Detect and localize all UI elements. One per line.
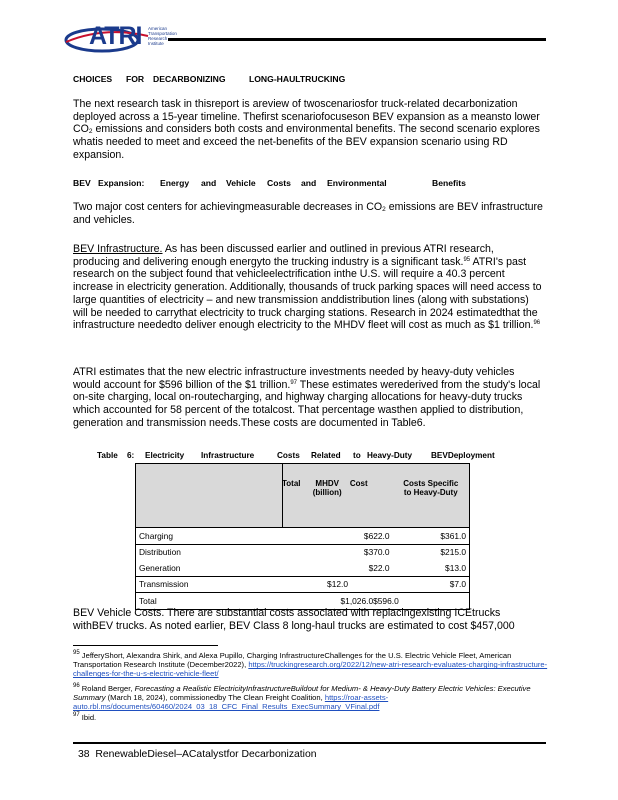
table-row: Generation $22.0 $13.0 bbox=[136, 560, 470, 576]
table-row: Charging $622.0 $361.0 bbox=[136, 528, 470, 545]
paragraph-bev-infrastructure: BEV Infrastructure. As has been discussed earlier and outlined in previous ATRI research, producing and delivering enough energyto the trucking industry is a significant task.$^{95}$ ATRI's past research on the subject found that vehicleelectrification inthe U.S. will require a 40.3 percent increase in electricity generation. Additionally, thousands of truck parking spaces will need access to large quantities of electricity – and new transmission anddistribution lines (along with substations) will be needed to carrythat electricity to truck charging stations. Research in 2024 estimatedthat the infrastructure neededto deliver enough electricity to the MHDV fleet will cost as much as $1 trillion.$^{96}$ bbox=[73, 243, 542, 332]
footer-rule bbox=[73, 742, 546, 744]
footnote-96: $^{96}$ Roland Berger, Forecasting a Realistic ElectricityInfrastructureBuildout for Medium- & Heavy-Duty Battery Electric Vehicles: Executive Summary (March 18, 2024), commissionedby The Clean Freight Coalition, https://roar-assets-auto.rbl.ms/documents/60460/2024_03_18_CFC_Final_Results_ExecSummary_VFinal.pdf bbox=[73, 683, 531, 712]
paragraph-intro: The next research task in thisreport is areview of twoscenariosfor truck-related decarbonization deployed across a 15-year timeline. Thefirst scenariofocuseson BEV expansion as a meansto lower $CO_2$ emissions and considers both costs and environmental benefits. The second scenario explores whatis needed to meet and exceed the net-benefits of the BEV expansion scenario using RD expansion. bbox=[73, 98, 540, 161]
logo-subtitle: American Transportation Research Institute bbox=[148, 26, 177, 46]
col-mhdv: MHDV (billion) bbox=[312, 479, 342, 497]
atri-logo bbox=[64, 20, 176, 56]
col-specific: Costs Specific to Heavy-Duty bbox=[403, 479, 459, 497]
col-cost: Cost bbox=[349, 479, 368, 488]
table-row: Distribution $370.0 $215.0 bbox=[136, 544, 470, 560]
table-header-row bbox=[136, 464, 470, 528]
header-rule bbox=[168, 38, 546, 41]
footnote-97: $^{97}$ Ibid. bbox=[73, 712, 97, 722]
logo-wordmark: ATRI bbox=[89, 22, 142, 50]
footer-title: RenewableDiesel–ACatalystfor Decarbonization bbox=[95, 749, 317, 760]
page-footer bbox=[78, 749, 317, 760]
footnote-rule bbox=[73, 645, 218, 646]
table-row-total: Total $1,026.0$596.0 bbox=[136, 593, 470, 610]
footnote-95-link[interactable]: https://truckingresearch.org/2022/12/new-atri-research-evaluates-charging-infrastructure-challenges-for-the-u-s-electric-vehicle-fleet/ bbox=[73, 660, 548, 679]
table-row: Transmission $12.0 $7.0 bbox=[136, 576, 470, 593]
col-total: Total bbox=[282, 479, 301, 488]
page-number: 38 bbox=[78, 749, 90, 760]
paragraph-cost-centers: Two major cost centers for achievingmeasurable decreases in $CO_2$ emissions are BEV infrastructure and vehicles. bbox=[73, 201, 543, 226]
electricity-cost-table bbox=[135, 463, 470, 610]
footnote-95: $^{95}$ JefferyShort, Alexandra Shirk, and Alexa Pupillo, Charging InfrastructureChallenges for the U.S. Electric Vehicle Fleet, American Transportation Research Institute (December2022), https://truckingresearch.org/2022/12/new-atri-research-evaluates-charging-infrastructure-challenges-for-the-u-s-electric-vehicle-fleet/ bbox=[73, 650, 548, 679]
paragraph-atri-estimates: ATRI estimates that the new electric infrastructure investments needed by heavy-duty vehicles would account for $596 billion of the $1 trillion.$^{97}$ These estimates werederived from the study's local on-site charging, local on-routecharging, and highway charging allocations for heavy-duty trucks which accounted for 58 percent of the totalcost. That percentage wasthen applied to distribution, generation and transmission needs.These costs are documented in Table6. bbox=[73, 366, 541, 429]
paragraph-bev-vehicle-costs: BEV Vehicle Costs. There are substantial costs associated with replacingexisting ICEtrucks withBEV trucks. As noted earlier, BEV Class 8 long-haul trucks are estimated to cost $457,000 bbox=[73, 607, 515, 632]
footnote-96-link[interactable]: https://roar-assets-auto.rbl.ms/documents/60460/2024_03_18_CFC_Final_Results_ExecSummary_VFinal.pdf bbox=[73, 693, 389, 712]
